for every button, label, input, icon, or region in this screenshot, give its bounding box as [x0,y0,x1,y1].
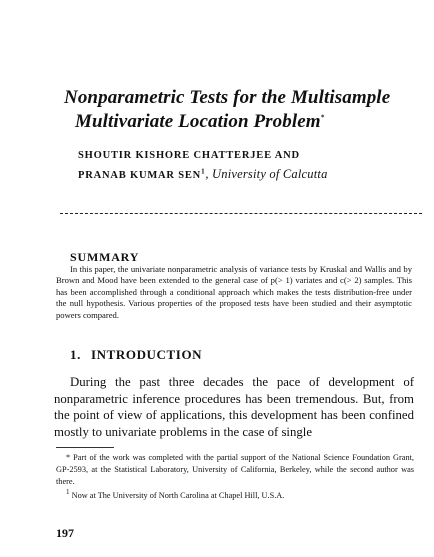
footnote: $^1$ Now at The University of North Carolina at Chapel Hill, U.S.A. [66,488,285,500]
summary-heading: SUMMARY [70,250,140,264]
section-number: 1. [70,347,81,362]
footnote-mark: * [66,453,71,462]
title-footnote-mark: * [320,113,325,122]
summary-text: In this paper, the univariate nonparametric analysis of variance tests by Kruskal and Wallis and by Brown and Mood have been extended to the general case of p(> 1) variates and c(> 2) samples. This has been accomplished through a conditional approach which makes the tests distribution-free under the null hypothesis. Various properties of the proposed tests have been studied and their asymptotic powers compared. [56,264,412,320]
footnotes [56,452,414,502]
introduction-heading [70,347,202,363]
introduction-text: During the past three decades the pace of development of nonparametric inference procedures has been tremendous. But, from the point of view of applications, this development has been confined mostly to univariate problems in the case of single [54,375,414,439]
section-divider [60,213,422,214]
title-line-1: Nonparametric Tests for the Multisample [64,87,391,108]
author-footnote-mark: 1 [201,167,206,176]
paper-title [64,86,414,134]
footnote-mark: 1 [66,488,70,497]
author-1: SHOUTIR KISHORE CHATTERJEE AND [78,150,300,161]
footnote: * Part of the work was completed with the partial support of the National Science Foundation Grant, GP-2593, at the Statistical Laboratory, University of California, Berkeley, while the second author was there. [56,453,415,486]
footnote-divider [56,447,114,448]
title-line-2: Multivariate Location Problem* [75,111,325,132]
author-2: PRANAB KUMAR SEN$^1$, University of Calcutta [78,167,328,181]
page-number: 197 [56,526,74,540]
author-affiliation: , University of Calcutta [205,167,328,181]
section-title: INTRODUCTION [90,347,203,362]
